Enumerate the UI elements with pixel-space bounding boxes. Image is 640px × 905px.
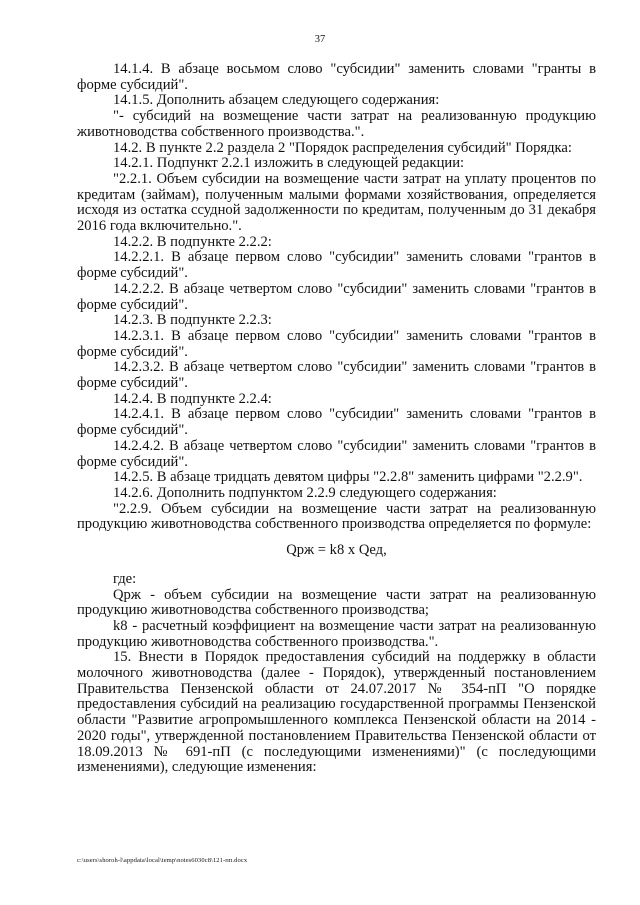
paragraph-where: где: [113,570,137,587]
paragraph-2-2-1-text: "2.2.1. Объем субсидии на возмещение части затрат на уплату процентов по кредитам (займам), полученным малыми формами хозяйствования, определяется исходя из остатка ссудной задолженности по кредитам, полученным до 31 декабря 2016 года включительно.". [77,170,596,235]
paragraph-14-1-4: 14.1.4. В абзаце восьмом слово "субсидии" заменить словами "гранты в форме субсидий". [77,61,596,93]
paragraph-14-2-6: 14.2.6. Дополнить подпунктом 2.2.9 следующего содержания: [113,484,497,501]
paragraph-14-2-5: 14.2.5. В абзаце тридцать девятом цифры "2.2.8" заменить цифрами "2.2.9". [113,469,583,486]
footer-file-path: c:\users\shoroh-l\appdata\local\temp\notes6030c8\121-пп.docx [77,857,248,864]
page-number: 37 [314,34,326,45]
formula: Qрж = k8 x Qед, [286,542,387,559]
paragraph-15: 15. Внести в Порядок предоставления субсидий на поддержку в области молочного животноводства (далее - Порядок), утвержденный постановлением Правительства Пензенской области от 24.07.2017 № 354-пП "О порядке предоставления субсидий на реализацию государственной программы Пензенской области "Развитие агропромышленного комплекса Пензенской области на 2014 - 2020 годы", утвержденной постановлением Правительства Пензенской области от 18.09.2013 № 691-пП (с последующими изменениями)" (с последующими изменениями), следующие изменения: [77,649,596,776]
paragraph-14-2-3-1: 14.2.3.1. В абзаце первом слово "субсидии" заменить словами "грантов в форме субсидий". [77,327,596,360]
paragraph-qrzh-definition: Qрж - объем субсидии на возмещение части затрат на реализованную продукцию животноводства собственного производства; [77,586,596,619]
paragraph-k8-definition: k8 - расчетный коэффициент на возмещение части затрат на реализованную продукцию животноводства собственного производства.". [77,617,596,650]
paragraph-2-2-9-text: "2.2.9. Объем субсидии на возмещение части затрат на реализованную продукцию животноводства собственного производства определяется по формуле: [77,500,596,533]
document-body [77,62,596,776]
paragraph-14-2-2: 14.2.2. В подпункте 2.2.2: [113,233,272,250]
paragraph-14-2-4: 14.2.4. В подпункте 2.2.4: [113,390,272,407]
paragraph-14-2-1: 14.2.1. Подпункт 2.2.1 изложить в следующей редакции: [113,155,465,172]
paragraph-14-1-5: 14.1.5. Дополнить абзацем следующего содержания: [113,92,440,109]
paragraph-14-2-2-1: 14.2.2.1. В абзаце первом слово "субсидии" заменить словами "грантов в форме субсидий". [77,249,596,282]
paragraph-14-2-2-2: 14.2.2.2. В абзаце четвертом слово "субсидии" заменить словами "грантов в форме субсидий". [77,280,596,313]
paragraph-14-2-4-1: 14.2.4.1. В абзаце первом слово "субсидии" заменить словами "грантов в форме субсидий". [77,406,596,439]
paragraph-quote-subsidies: "- субсидий на возмещение части затрат на реализованную продукцию животноводства собственного производства.". [77,108,596,140]
paragraph-14-2-4-2: 14.2.4.2. В абзаце четвертом слово "субсидии" заменить словами "грантов в форме субсидий". [77,437,596,470]
paragraph-14-2-3-2: 14.2.3.2. В абзаце четвертом слово "субсидии" заменить словами "грантов в форме субсидий". [77,359,596,392]
paragraph-14-2-3: 14.2.3. В подпункте 2.2.3: [113,312,272,329]
paragraph-14-2: 14.2. В пункте 2.2 раздела 2 "Порядок распределения субсидий" Порядка: [113,139,572,156]
